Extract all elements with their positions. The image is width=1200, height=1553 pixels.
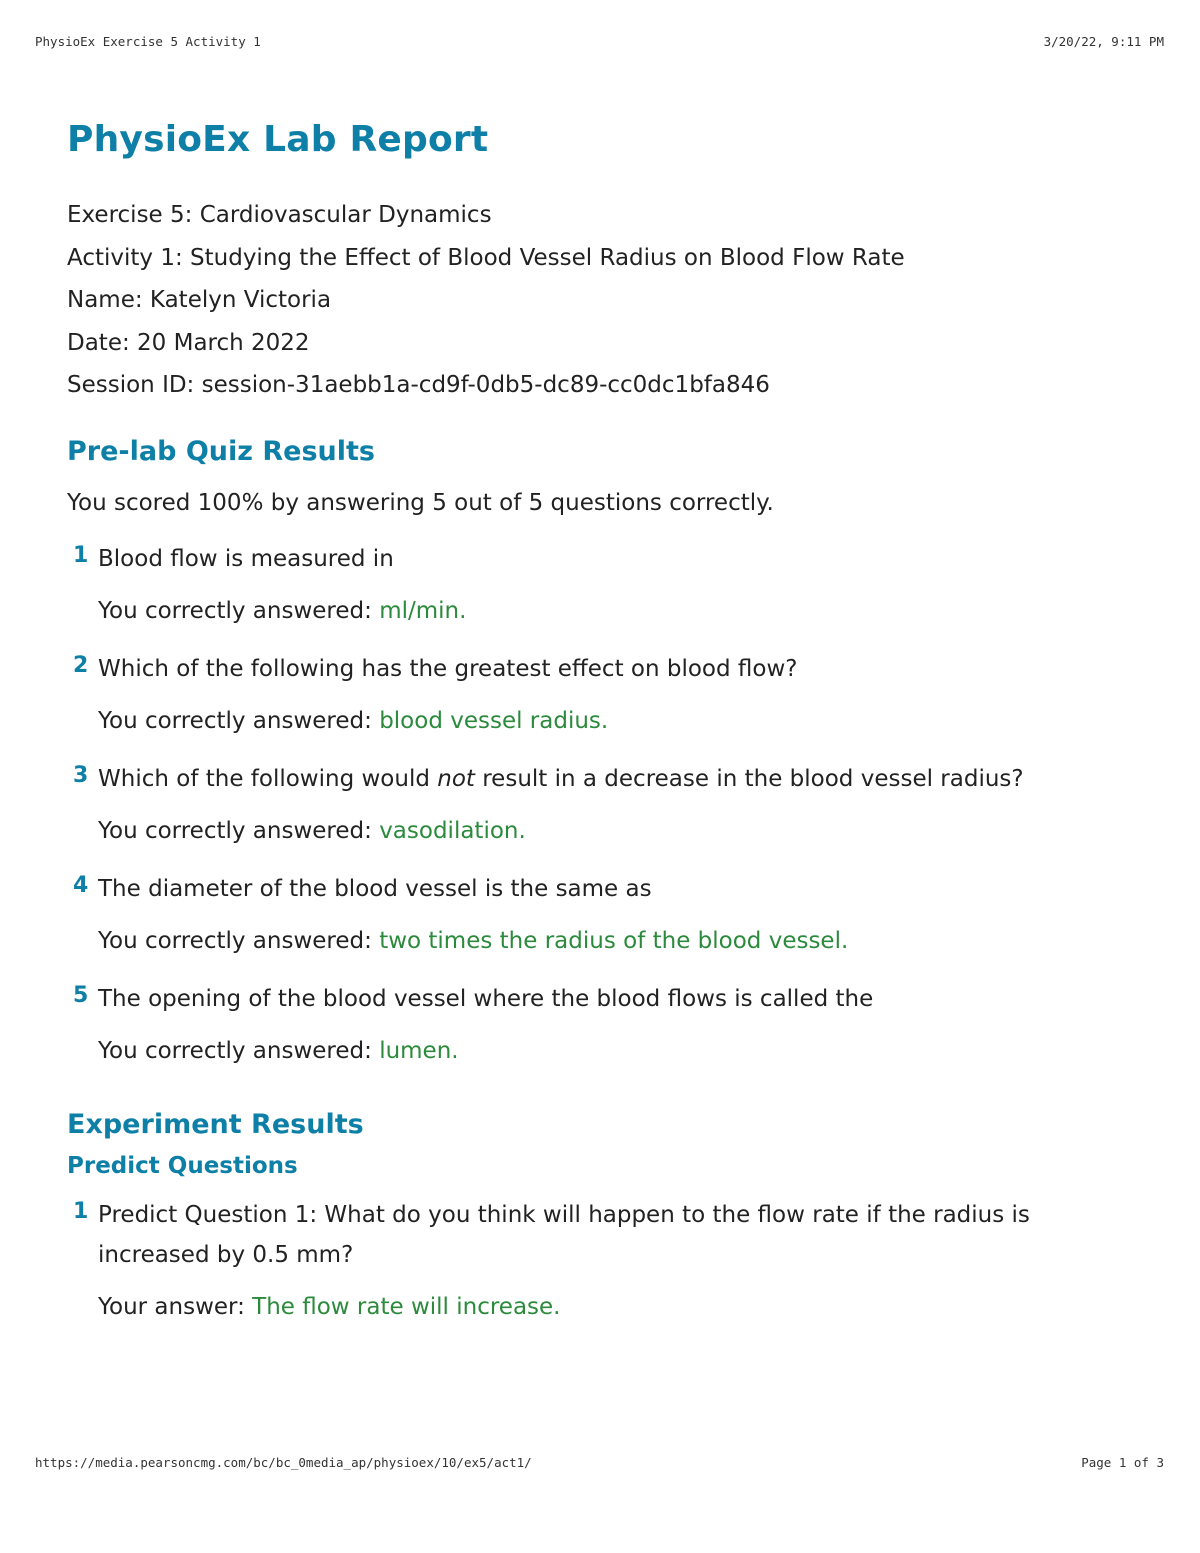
print-header-title: PhysioEx Exercise 5 Activity 1 (35, 34, 261, 49)
answer-value: lumen. (379, 1037, 459, 1064)
quiz-score: You scored 100% by answering 5 out of 5 questions correctly. (67, 489, 774, 516)
question-text: Which of the following has the greatest effect on blood flow? (98, 655, 798, 682)
print-header-timestamp: 3/20/22, 9:11 PM (1043, 34, 1164, 49)
question-text: The diameter of the blood vessel is the same as (98, 875, 652, 902)
answer-line (98, 1290, 1147, 1324)
list-item (67, 539, 1147, 628)
list-item (67, 1195, 1147, 1324)
question-text (98, 759, 1147, 799)
report-content (67, 112, 1147, 1324)
activity-line: Activity 1: Studying the Effect of Blood Vessel Radius on Blood Flow Rate (67, 244, 905, 271)
experiment-heading: Experiment Results (67, 1108, 364, 1140)
date-line: Date: 20 March 2022 (67, 329, 310, 356)
source-url: https://media.pearsoncmg.com/bc/bc_0media_ap/physioex/10/ex5/act1/ (35, 1455, 532, 1470)
report-meta (67, 194, 1147, 407)
question-number: 5 (73, 982, 89, 1008)
prelab-question-list (67, 539, 1147, 1068)
session-line: Session ID: session-31aebb1a-cd9f-0db5-dc89-cc0dc1bfa846 (67, 372, 770, 398)
question-text-emphasis: not (437, 765, 475, 792)
question-number: 2 (73, 652, 89, 678)
experiment-section (67, 1105, 1147, 1324)
answer-prefix: You correctly answered: (98, 817, 380, 844)
question-number: 3 (73, 762, 89, 788)
exercise-line: Exercise 5: Cardiovascular Dynamics (67, 202, 492, 228)
answer-value: vasodilation. (379, 817, 526, 844)
list-item (67, 649, 1147, 738)
answer-line (98, 924, 1147, 958)
answer-line (98, 594, 1147, 628)
answer-prefix: Your answer: (98, 1293, 253, 1320)
question-text: Blood flow is measured in (98, 545, 394, 572)
page-title: PhysioEx Lab Report (67, 119, 489, 160)
answer-line (98, 1034, 1147, 1068)
question-text: Predict Question 1: What do you think will happen to the flow rate if the radius is increased by 0.5 mm? (98, 1201, 1030, 1268)
question-text: The opening of the blood vessel where the blood flows is called the (98, 985, 874, 1012)
answer-value: The flow rate will increase. (252, 1293, 561, 1320)
list-item (67, 759, 1147, 848)
prelab-section (67, 432, 1147, 1068)
predict-subheading: Predict Questions (67, 1152, 298, 1179)
prelab-heading: Pre-lab Quiz Results (67, 435, 375, 467)
list-item (67, 869, 1147, 958)
name-line: Name: Katelyn Victoria (67, 287, 332, 313)
question-number: 1 (73, 542, 89, 568)
predict-question-list (67, 1195, 1147, 1324)
answer-prefix: You correctly answered: (98, 597, 380, 624)
answer-value: blood vessel radius. (379, 707, 609, 734)
answer-value: two times the radius of the blood vessel. (379, 927, 849, 954)
answer-line (98, 814, 1147, 848)
question-number: 4 (73, 872, 89, 898)
question-text-end: result in a decrease in the blood vessel radius? (474, 765, 1024, 792)
answer-prefix: You correctly answered: (98, 927, 380, 954)
answer-prefix: You correctly answered: (98, 707, 380, 734)
print-footer (35, 1455, 1164, 1473)
page-number: Page 1 of 3 (1081, 1455, 1164, 1470)
print-header (35, 34, 1164, 52)
question-text-start: Which of the following would (98, 765, 438, 792)
answer-prefix: You correctly answered: (98, 1037, 380, 1064)
answer-value: ml/min. (379, 597, 467, 624)
list-item (67, 979, 1147, 1068)
question-number: 1 (73, 1198, 89, 1224)
answer-line (98, 704, 1147, 738)
